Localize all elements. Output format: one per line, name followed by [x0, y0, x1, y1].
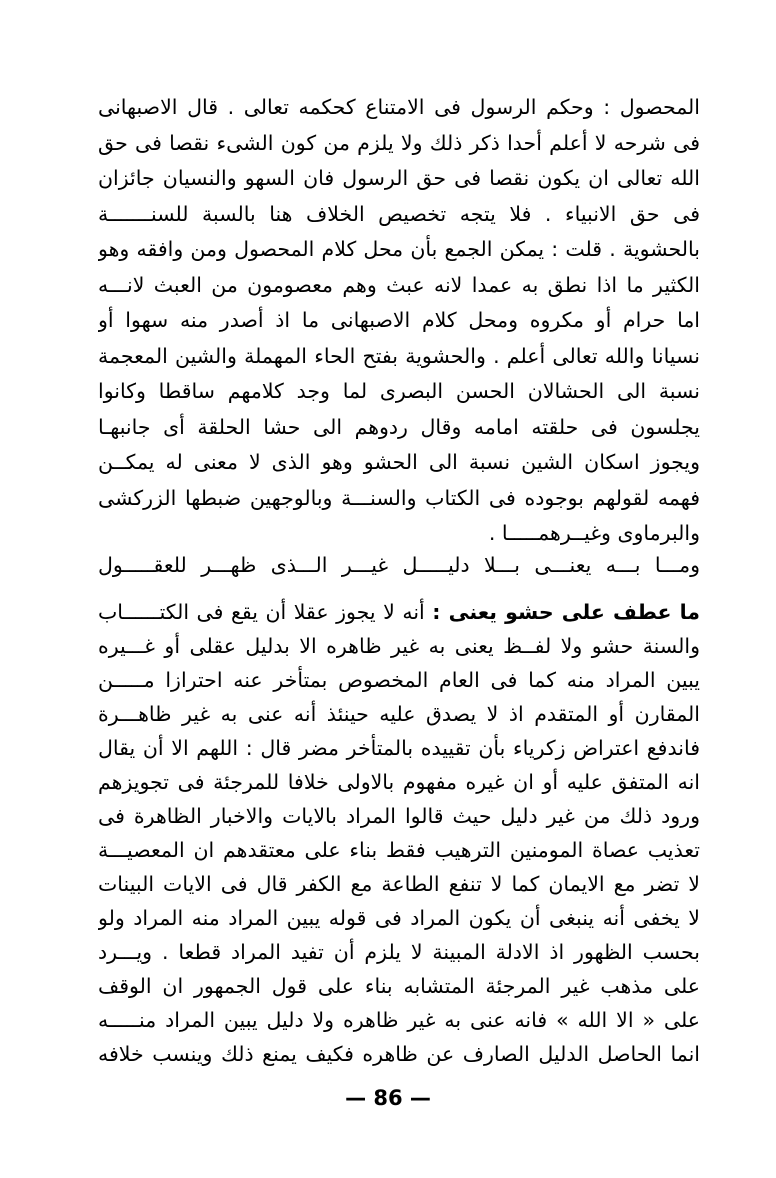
- text-line: لا يخفى أنه ينبغى أن يكون المراد فى قوله يبين المراد منه المراد ولو: [98, 906, 700, 930]
- text-line: يجلسون فى حلقته امامه وقال ردوهم الى حشا الحلقة أى جانبهـا: [98, 414, 700, 439]
- text-line: فى شرحه لا أعلم أحدا ذكر ذلك ولا يلزم من كون الشىء نقصا فى حق: [98, 130, 700, 155]
- text-line: بالحشوية . قلت : يمكن الجمع بأن محل كلام المحصول ومن وافقه وهو: [98, 237, 700, 261]
- text-line: تعذيب عصاة المومنين الترهيب فقط بناء على معتقدهم ان المعصيـــة: [98, 838, 700, 862]
- text-line: نسيانا والله تعالى أعلم . والحشوية بفتح الحاء المهملة والشين المعجمة: [98, 343, 700, 368]
- text-line: والبرماوى وغيــرهمـــــا .: [488, 521, 700, 545]
- text-line: فهمه لقولهم بوجوده فى الكتاب والسنـــة وبالوجهين ضبطها الزركشى: [98, 485, 700, 510]
- paragraph-lead-continuation: أنه لا يجوز عقلا أن يقع فى الكتــــــاب: [98, 600, 433, 624]
- text-line: فى حق الانبياء . فلا يتجه تخصيص الخلاف هنا بالسبة للسنـــــــة: [98, 201, 700, 226]
- text-line: المقارن أو المتقدم اذ لا يصدق عليه حينئذ أنه عنى به غير ظاهـــرة: [98, 702, 700, 726]
- text-line: نسبة الى الحشالان الحسن البصرى لما وجد كلامهم ساقطا وكانوا: [98, 379, 700, 403]
- verse-line: [98, 548, 700, 582]
- text-line: ورود ذلك من غير دليل حيث قالوا المراد بالايات والاخبار الظاهرة فى: [98, 804, 700, 828]
- verse-text: ومـــا بـــه يعنـــى بـــلا دليـــــل غيـــر الـــذى ظهـــر للعقـــــول: [98, 553, 700, 577]
- text-line: الله تعالى ان يكون نقصا فى حق الرسول فان السهو والنسيان جائزان: [98, 166, 700, 190]
- text-line: [98, 595, 700, 629]
- text-line: على مذهب غير المرجئة المتشابه بناء على قول الجمهور ان الوقف: [98, 974, 700, 998]
- page-number: — 86 —: [345, 1086, 431, 1110]
- text-line: والسنة حشو ولا لفــظ يعنى به غير ظاهره الا بدليل عقلى أو غـــيره: [98, 634, 700, 658]
- text-line: ويجوز اسكان الشين نسبة الى الحشو وهو الذى لا معنى له يمكــن: [98, 450, 700, 474]
- text-line: لا تضر مع الايمان كما لا تنفع الطاعة مع الكفر قال فى الايات البينات: [98, 872, 700, 896]
- text-line: انه المتفق عليه أو ان غيره مفهوم بالاولى خلافا للمرجئة فى تجويزهم: [98, 770, 700, 794]
- text-line: اما حرام أو مكروه ومحل كلام الاصبهانى ما اذ أصدر منه سهوا أو: [98, 308, 700, 332]
- text-line: بحسب الظهور اذ الادلة المبينة لا يلزم أن تفيد المراد قطعا . ويـــرد: [98, 940, 700, 964]
- text-line: فاندفع اعتراض زكرياء بأن تقييده بالمتأخر مضر قال : اللهم الا أن يقال: [98, 736, 700, 760]
- text-line: الكثير ما اذا نطق به عمدا لانه عبث وهم معصومون من العبث لانـــه: [98, 272, 700, 297]
- text-line: على « الا الله » فانه عنى به غير ظاهره ولا دليل يبين المراد منـــــه: [98, 1008, 700, 1032]
- text-line: انما الحاصل الدليل الصارف عن ظاهره فكيف يمنع ذلك وينسب خلافه: [98, 1042, 700, 1066]
- text-line: يبين المراد منه كما فى العام المخصوص بمتأخر عنه احترازا مـــــن: [98, 668, 700, 692]
- text-line: المحصول : وحكم الرسول فى الامتناع كحكمه تعالى . قال الاصبهانى: [98, 95, 700, 119]
- paragraph-lead: ما عطف على حشو يعنى :: [432, 600, 700, 624]
